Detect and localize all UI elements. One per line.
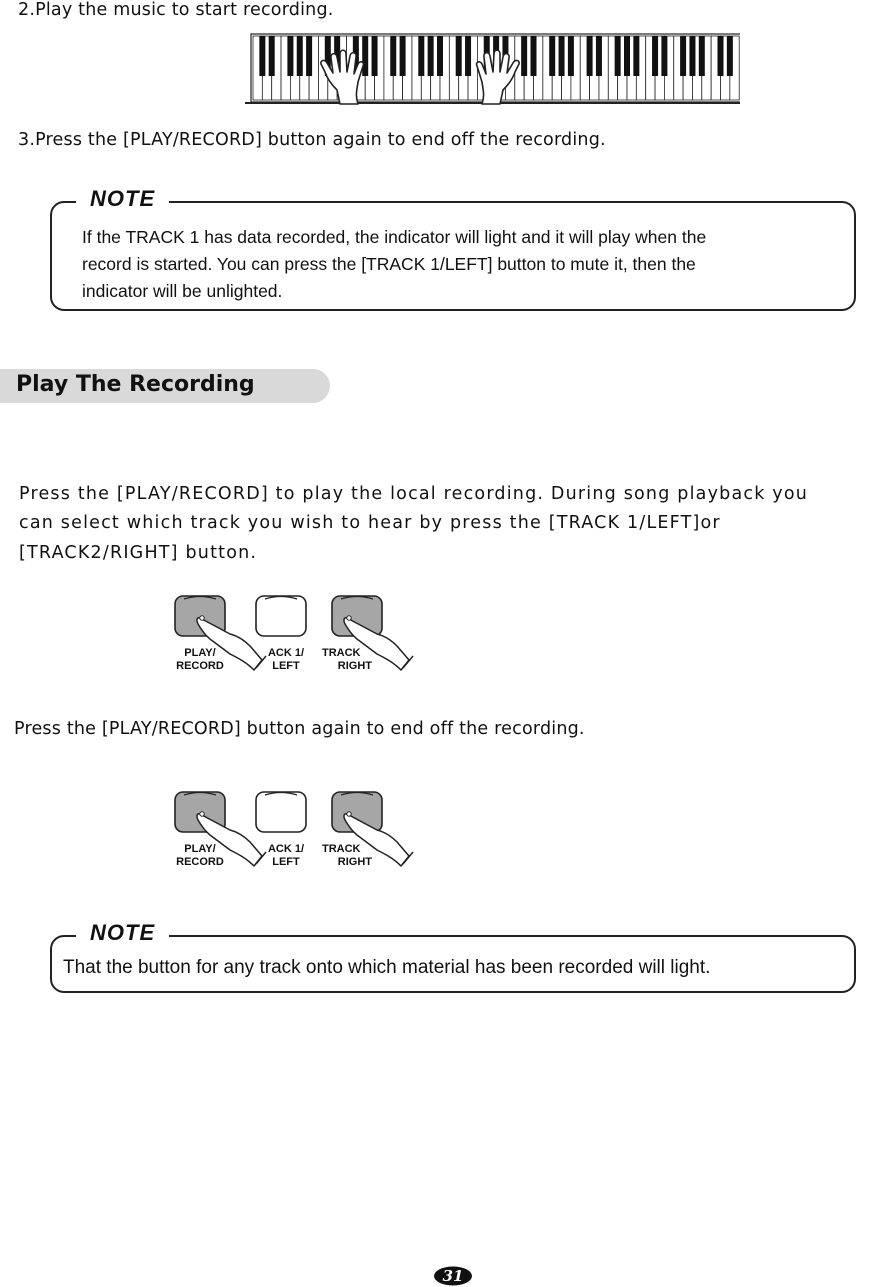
black-key xyxy=(727,36,733,76)
black-key xyxy=(587,36,593,76)
paragraph-line-3: [TRACK2/RIGHT] button. xyxy=(19,543,258,563)
section-title: Play The Recording xyxy=(16,372,255,397)
black-key xyxy=(718,36,724,76)
black-key xyxy=(306,36,312,76)
black-key xyxy=(372,36,378,76)
note-1-line-2: record is started. You can press the [TRACK 1/LEFT] button to mute it, then the xyxy=(82,254,696,274)
black-key xyxy=(549,36,555,76)
black-key xyxy=(661,36,667,76)
note-1-label: NOTE xyxy=(76,186,169,212)
black-key xyxy=(259,36,265,76)
black-key xyxy=(400,36,406,76)
black-key xyxy=(624,36,630,76)
paragraph-line-1: Press the [PLAY/RECORD] to play the local recording. During song playback you xyxy=(19,484,809,504)
black-key xyxy=(456,36,462,76)
note-1-line-3: indicator will be unlighted. xyxy=(82,281,283,301)
black-key xyxy=(437,36,443,76)
black-key xyxy=(297,36,303,76)
black-key xyxy=(521,36,527,76)
note-2-text: That the button for any track onto which material has been recorded will light. xyxy=(63,957,711,978)
black-key xyxy=(287,36,293,76)
black-key xyxy=(559,36,565,76)
black-key xyxy=(596,36,602,76)
step-3-text: 3.Press the [PLAY/RECORD] button again to end off the recording. xyxy=(18,130,606,150)
note-1-line-1: If the TRACK 1 has data recorded, the indicator will light and it will play when the xyxy=(82,227,707,247)
black-key xyxy=(465,36,471,76)
black-key xyxy=(680,36,686,76)
black-key xyxy=(652,36,658,76)
black-key xyxy=(362,36,368,76)
black-key xyxy=(418,36,424,76)
black-key xyxy=(390,36,396,76)
note-2-label: NOTE xyxy=(76,920,169,946)
step-2-text: 2.Play the music to start recording. xyxy=(18,0,334,20)
track2-right-label-2: TRACK RIGHT xyxy=(322,843,372,868)
black-key xyxy=(269,36,275,76)
black-key xyxy=(689,36,695,76)
paragraph-line-2: can select which track you wish to hear by press the [TRACK 1/LEFT]or xyxy=(19,513,721,533)
end-recording-text: Press the [PLAY/RECORD] button again to end off the recording. xyxy=(14,719,585,739)
track1-left-button-shape xyxy=(256,596,306,636)
black-key xyxy=(531,36,537,76)
play-record-label-2: PLAY/ RECORD xyxy=(176,843,224,868)
black-key xyxy=(633,36,639,76)
keyboard-illustration xyxy=(245,32,740,106)
play-record-label-1: PLAY/ RECORD xyxy=(176,647,224,672)
black-key xyxy=(428,36,434,76)
page-number-badge xyxy=(433,1266,473,1286)
track2-right-label-1: TRACK RIGHT xyxy=(322,647,372,672)
page-number: 31 xyxy=(442,1267,464,1285)
track1-left-label-1: ACK 1/ LEFT xyxy=(267,647,305,672)
black-key xyxy=(615,36,621,76)
black-key xyxy=(699,36,705,76)
track1-left-label-2: ACK 1/ LEFT xyxy=(267,843,305,868)
black-key xyxy=(568,36,574,76)
